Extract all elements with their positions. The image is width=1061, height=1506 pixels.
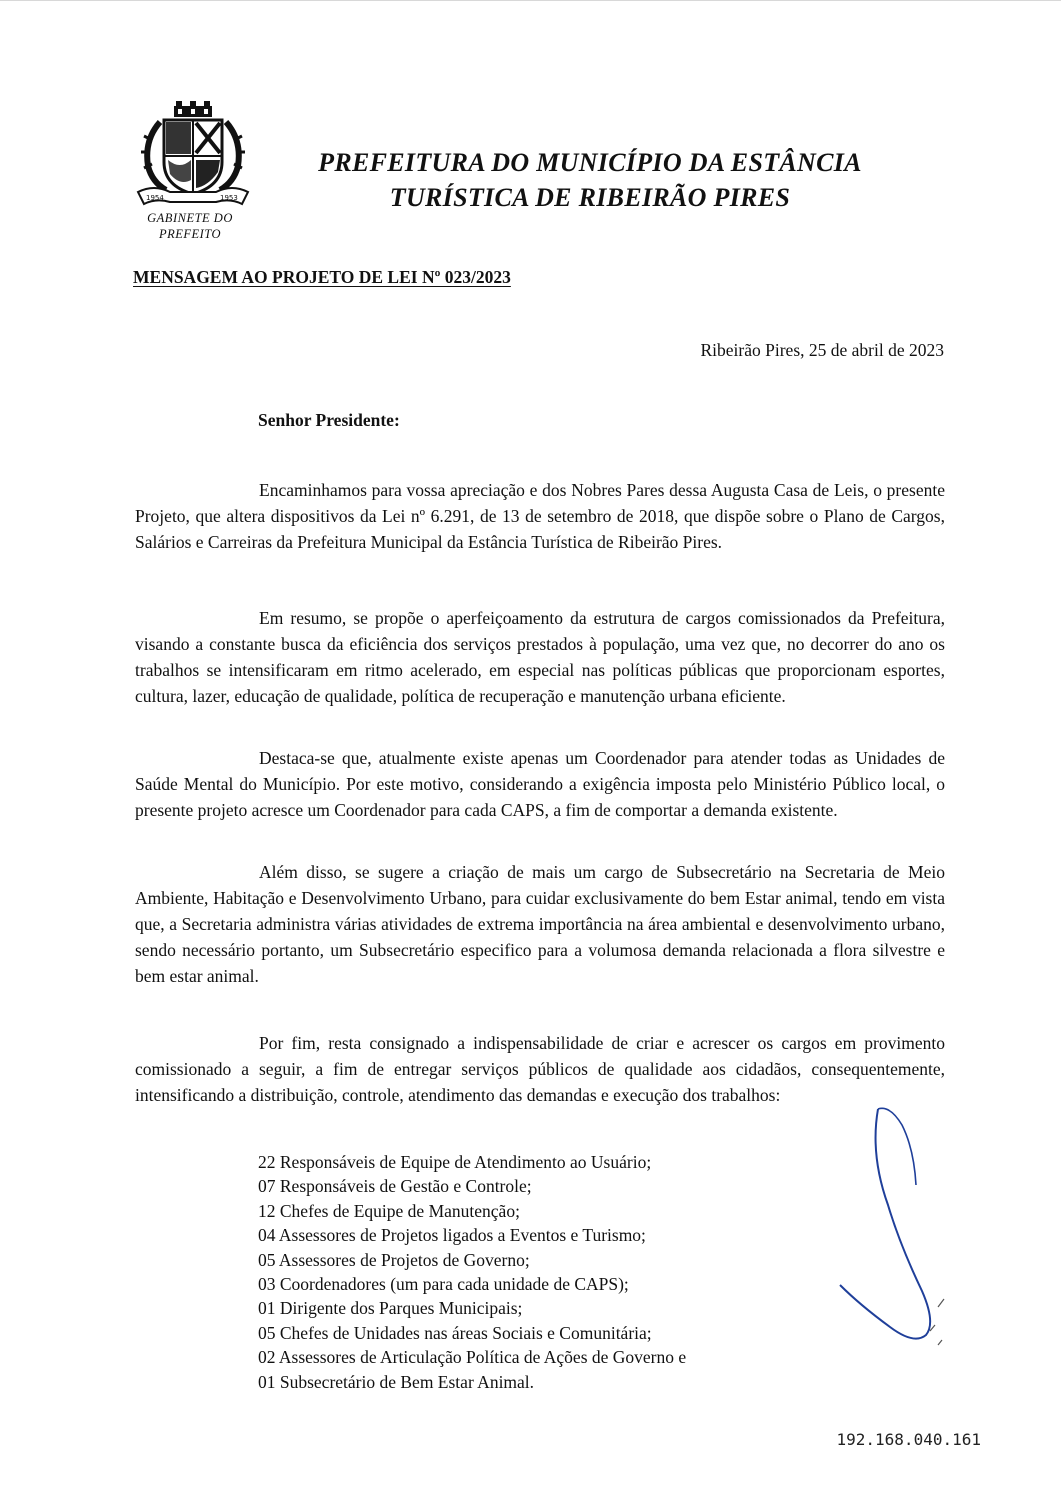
document-title: MENSAGEM AO PROJETO DE LEI Nº 023/2023 xyxy=(133,267,511,287)
letterhead-title-line1: PREFEITURA DO MUNICÍPIO DA ESTÂNCIA xyxy=(318,148,862,177)
paragraph-subsecretary: Além disso, se sugere a criação de mais um cargo de Subsecretário na Secretaria de Meio Ambiente, Habitação e Desenvolvimento Urbano, para cuidar exclusivamente do bem Estar animal, tendo em vista que, a Secretaria administra várias atividades de extrema importância na área ambiental e desenvolvimento urbano, sendo necessário portanto, um Subsecretário especifico para a volumosa demanda relacionada a flora silvestre e bem estar animal. xyxy=(135,862,945,986)
salutation: Senhor Presidente: xyxy=(258,410,400,430)
list-item: 01 Subsecretário de Bem Estar Animal. xyxy=(258,1371,535,1392)
coat-of-arms-icon xyxy=(134,100,252,208)
list-item: 01 Dirigente dos Parques Municipais; xyxy=(258,1298,523,1319)
list-item: 02 Assessores de Articulação Política de Ações de Governo e xyxy=(258,1347,687,1368)
seal-caption-line2: PREFEITO xyxy=(158,227,222,241)
svg-text:1954: 1954 xyxy=(146,194,164,202)
scan-top-edge xyxy=(0,0,1061,1)
paragraph-intro: Encaminhamos para vossa apreciação e dos Nobres Pares dessa Augusta Casa de Leis, o presente Projeto, que altera dispositivos da Lei nº 6.291, de 13 de setembro de 2018, que dispõe sobre o Plano de Cargos, Salários e Carreiras da Prefeitura Municipal da Estância Turística de Ribeirão Pires. xyxy=(135,480,945,552)
footer-code: 192.168.040.161 xyxy=(836,1430,981,1449)
paragraph-caps-coordinator: Destaca-se que, atualmente existe apenas um Coordenador para atender todas as Unidades de Saúde Mental do Município. Por este motivo, considerando a exigência imposta pelo Ministério Público local, o presente projeto acresce um Coordenador para cada CAPS, a fim de comportar a demanda existente. xyxy=(135,748,945,820)
letterhead-title-line2: TURÍSTICA DE RIBEIRÃO PIRES xyxy=(389,183,791,212)
signature-mark xyxy=(830,1095,960,1355)
list-item: 12 Chefes de Equipe de Manutenção; xyxy=(258,1200,520,1221)
list-item: 07 Responsáveis de Gestão e Controle; xyxy=(258,1176,532,1197)
paragraph-summary: Em resumo, se propõe o aperfeiçoamento da estrutura de cargos comissionados da Prefeitura, visando a constante busca da eficiência dos serviços prestados à população, uma vez que, no decorrer do ano os trabalhos se intensificaram em ritmo acelerado, em especial nas políticas públicas que proporcionam esportes, cultura, lazer, educação de qualidade, política de recuperação e manutenção urbana eficiente. xyxy=(135,608,945,706)
letterhead-title xyxy=(270,145,910,215)
paragraph-conclusion: Por fim, resta consignado a indispensabilidade de criar e acrescer os cargos em provimento comissionado a seguir, a fim de entregar serviços públicos de qualidade aos cidadãos, consequentemente, intensificando a distribuição, controle, atendimento das demandas e execução dos trabalhos: xyxy=(135,1033,945,1105)
list-item: 04 Assessores de Projetos ligados a Eventos e Turismo; xyxy=(258,1225,646,1246)
seal-caption-line1: GABINETE DO xyxy=(147,211,233,225)
list-item: 03 Coordenadores (um para cada unidade de CAPS); xyxy=(258,1274,629,1295)
positions-list xyxy=(258,1150,686,1394)
list-item: 22 Responsáveis de Equipe de Atendimento ao Usuário; xyxy=(258,1152,652,1172)
list-item: 05 Assessores de Projetos de Governo; xyxy=(258,1249,530,1270)
svg-text:1953: 1953 xyxy=(220,194,238,202)
seal-caption xyxy=(130,210,250,242)
document-date: Ribeirão Pires, 25 de abril de 2023 xyxy=(700,340,944,360)
list-item: 05 Chefes de Unidades nas áreas Sociais e Comunitária; xyxy=(258,1322,652,1343)
